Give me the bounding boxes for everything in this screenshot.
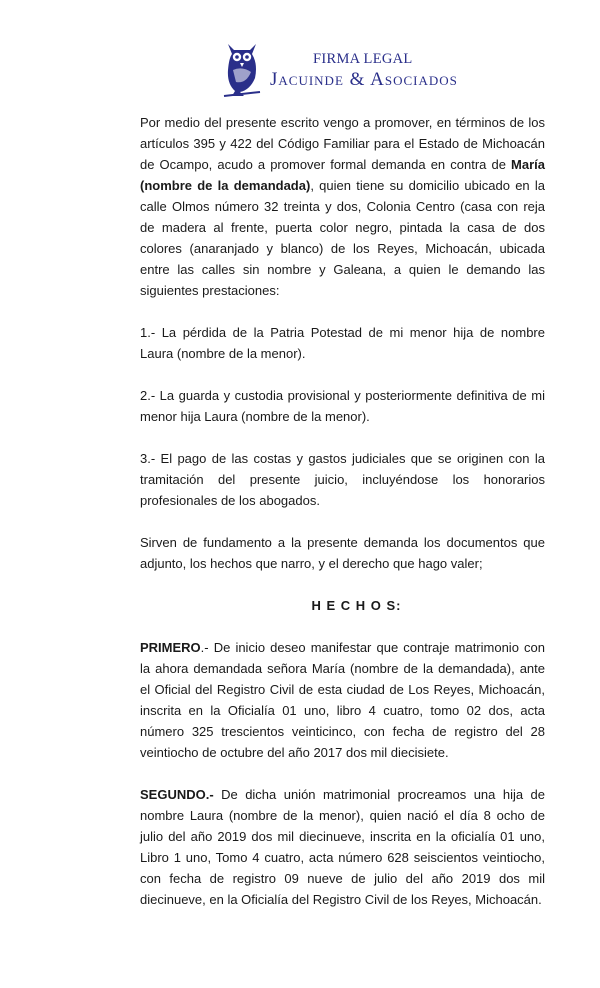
- fact-second: SEGUNDO.- De dicha unión matrimonial procreamos una hija de nombre Laura (nombre de la menor), quien nació el día 8 ocho de julio del año 2019 dos mil diecinueve, inscrita en la oficialía 01 uno, Libro 1 uno, Tomo 4 cuatro, acta número 628 seiscientos veintiocho, con fecha de registro 09 nueve de julio del año 2019 dos mil diecinueve, en la Oficialía del Registro Civil de los Reyes, Michoacán.: [140, 787, 545, 907]
- fact-label: SEGUNDO.-: [140, 787, 214, 802]
- letterhead: [222, 36, 458, 98]
- claim-3: 3.- El pago de las costas y gastos judiciales que se originen con la tramitación del presente juicio, incluyéndose los honorarios profesionales de los abogados.: [140, 451, 545, 508]
- owl-icon: [222, 36, 262, 98]
- basis-paragraph: Sirven de fundamento a la presente demanda los documentos que adjunto, los hechos que narro, y el derecho que hago valer;: [140, 535, 545, 571]
- brand-name: Jacuinde & Asociados: [270, 69, 458, 90]
- claim-2: 2.- La guarda y custodia provisional y posteriormente definitiva de mi menor hija Laura (nombre de la menor).: [140, 388, 545, 424]
- brand-tagline: FIRMA LEGAL: [313, 51, 413, 67]
- fact-first: PRIMERO.- De inicio deseo manifestar que contraje matrimonio con la ahora demandada señora María (nombre de la demandada), ante el Oficial del Registro Civil de esta ciudad de Los Reyes, Michoacán, inscrita en la Oficialía 01 uno, libro 4 cuatro, tomo 02 dos, acta número 325 trescientos veinticinco, con fecha de registro del 28 veintiocho de octubre del año 2017 dos mil diecisiete.: [140, 640, 545, 760]
- defendant-name: María (nombre de la demandada): [140, 157, 545, 193]
- document-body: [140, 112, 545, 931]
- intro-paragraph: Por medio del presente escrito vengo a promover, en términos de los artículos 395 y 422 del Código Familiar para el Estado de Michoacán de Ocampo, acudo a promover formal demanda en contra de María (nombre de la demandada), quien tiene su domicilio ubicado en la calle Olmos número 32 treinta y dos, Colonia Centro (casa con reja de madera al frente, puerta color negro, pintada la casa de dos colores (anaranjado y blanco) de los Reyes, Michoacán, ubicada entre las calles sin nombre y Galeana, a quien le demando las siguientes prestaciones:: [140, 115, 546, 298]
- claim-1: 1.- La pérdida de la Patria Potestad de mi menor hija de nombre Laura (nombre de la menor).: [140, 325, 545, 361]
- facts-heading: H E C H O S:: [311, 598, 402, 613]
- fact-label: PRIMERO: [140, 640, 201, 655]
